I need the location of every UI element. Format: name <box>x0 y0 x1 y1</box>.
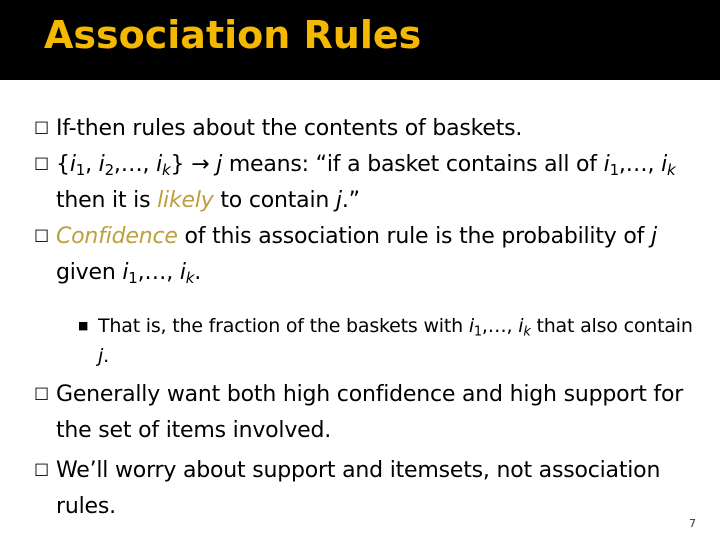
bullet-marker: ☐ <box>34 227 50 247</box>
sub-bullet-marker: ■ <box>78 319 89 332</box>
bullet-text: We’ll worry about support and itemsets, not association rules. <box>56 458 661 519</box>
bullet-marker: ☐ <box>34 461 50 481</box>
bullet-high-confidence-support <box>34 377 704 449</box>
slide-title: Association Rules <box>44 13 422 57</box>
sub-bullet-text: That is, the fraction of the baskets with $i_1,\dots$, $i_k$ that also contain j. <box>98 315 693 367</box>
bullet-text: If-then rules about the contents of baskets. <box>56 116 523 141</box>
page-number: 7 <box>689 517 696 530</box>
bullet-if-then-rules <box>34 111 704 147</box>
likely-emphasis: likely <box>157 188 214 213</box>
title-bar <box>0 0 720 80</box>
bullet-text: Confidence of this association rule is the probability of j given $i_1,\dots$, $i_k$. <box>56 224 657 288</box>
bullet-marker: ☐ <box>34 155 50 175</box>
bullet-rule-notation <box>34 147 704 219</box>
sub-bullet-fraction <box>78 311 698 371</box>
bullet-text: Generally want both high confidence and high support for the set of items involved. <box>56 382 684 443</box>
bullet-marker: ☐ <box>34 119 50 139</box>
bullet-text: {$i_1$, $i_2,\dots$, $i_k\} \to j$ means: “if a basket contains all of $i_1,\dots$, $i_k$ then it is likely to contain j.” <box>56 152 676 213</box>
bullet-worry-about-support <box>34 453 704 525</box>
confidence-emphasis: Confidence <box>56 224 178 249</box>
bullet-confidence <box>34 219 704 291</box>
bullet-marker: ☐ <box>34 385 50 405</box>
